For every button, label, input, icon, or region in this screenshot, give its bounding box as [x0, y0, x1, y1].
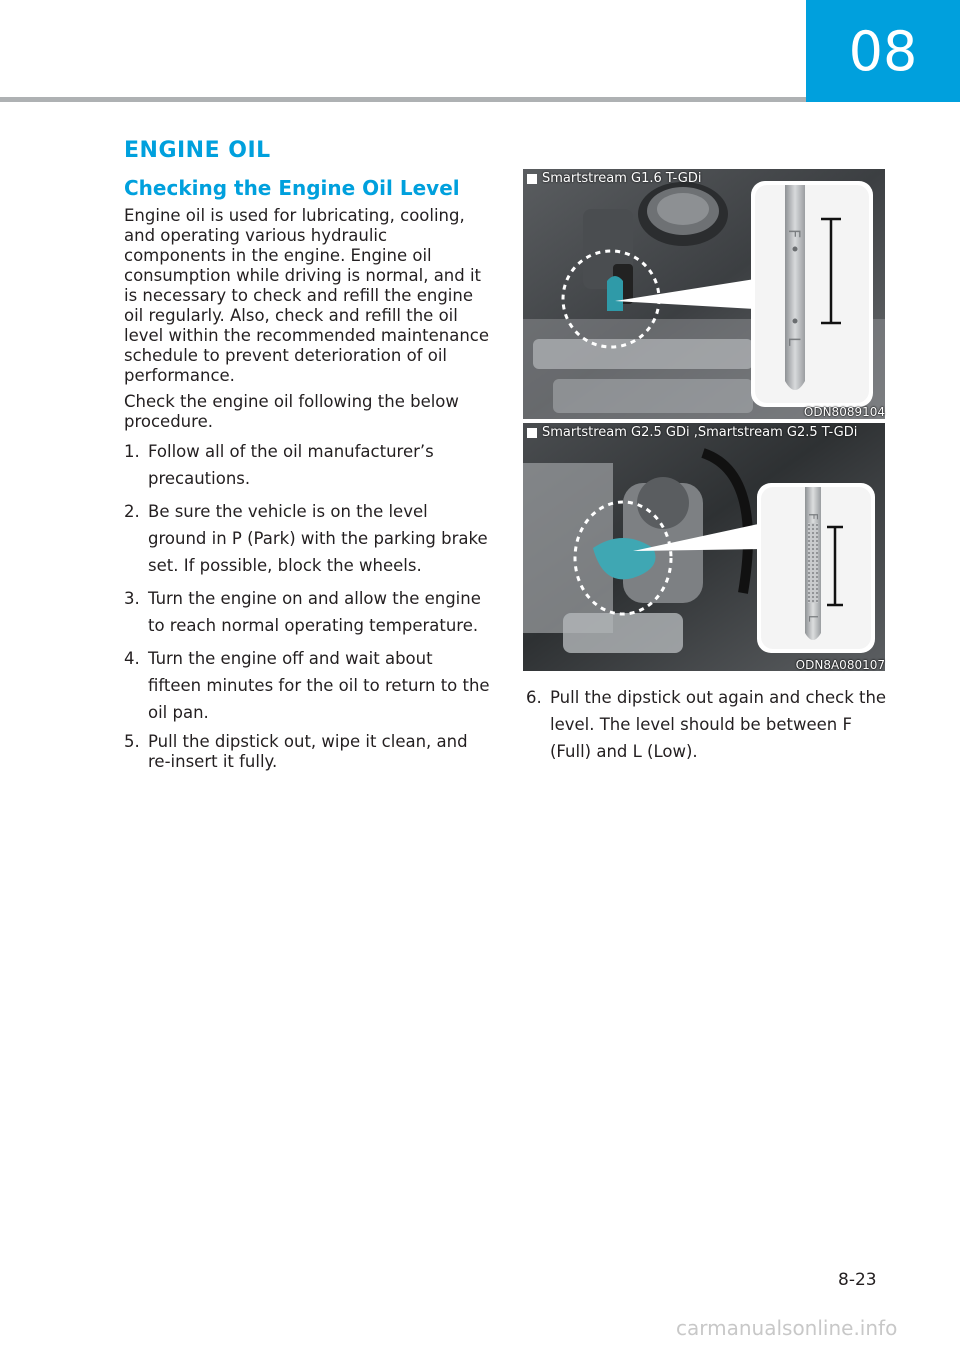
- left-column: [124, 138, 490, 778]
- step-number: 6.: [526, 688, 542, 707]
- step-text: Be sure the vehicle is on the level ground in P (Park) with the parking brake set. If possible, block the wheels.: [148, 502, 488, 575]
- subsection-title: Checking the Engine Oil Level: [124, 176, 460, 200]
- step-item: [124, 645, 490, 726]
- dipstick-f-mark: F: [806, 513, 820, 520]
- engine-bay-illustration: [523, 169, 885, 419]
- engine-figure-g25: [523, 423, 885, 671]
- chapter-tab: [806, 0, 960, 102]
- engine-figure-g16: [523, 169, 885, 419]
- step-text: Turn the engine off and wait about fifteen minutes for the oil to return to the oil pan.: [148, 649, 490, 722]
- step-text: Follow all of the oil manufacturer’s precautions.: [148, 442, 434, 488]
- step-item: [124, 585, 490, 639]
- caption-bullet-icon: [527, 174, 537, 184]
- figure-code: ODN8089104: [803, 405, 885, 419]
- step-item: [526, 684, 888, 765]
- step-number: 3.: [124, 589, 140, 608]
- figure-caption: [527, 425, 857, 440]
- step-number: 4.: [124, 649, 140, 668]
- figure-caption-text: Smartstream G2.5 GDi ,Smartstream G2.5 T-GDi: [542, 425, 858, 440]
- chapter-number: 08: [848, 19, 918, 83]
- page-number: 8-23: [838, 1270, 877, 1290]
- procedure-intro: Check the engine oil following the below procedure.: [124, 392, 459, 431]
- procedure-steps: [124, 438, 490, 772]
- figure-code: ODN8A080107: [795, 658, 885, 672]
- engine-bay-illustration: [523, 423, 885, 671]
- header-rule: [0, 97, 806, 102]
- figure-caption-text: Smartstream G1.6 T-GDi: [542, 171, 702, 186]
- dipstick-f-mark: F: [785, 229, 804, 239]
- step-item: [124, 438, 490, 492]
- step-number: 2.: [124, 502, 140, 521]
- right-column-text: [526, 684, 888, 771]
- caption-bullet-icon: [527, 428, 537, 438]
- section-title: ENGINE OIL: [124, 138, 271, 163]
- step-number: 1.: [124, 442, 140, 461]
- step-text: Turn the engine on and allow the engine to reach normal operating temperature.: [148, 589, 481, 635]
- step-text: Pull the dipstick out again and check the level. The level should be between F (Full) and L (Low).: [550, 688, 887, 761]
- dipstick-l-mark: L: [806, 615, 820, 622]
- dipstick-l-mark: L: [785, 337, 804, 346]
- figure-caption: [527, 171, 702, 186]
- step-number: 5.: [124, 732, 140, 751]
- step-item: [124, 498, 490, 579]
- intro-paragraph: Engine oil is used for lubricating, cooling, and operating various hydraulic components in the engine. Engine oil consumption while driving is normal, and it is necessary to check and refill the engine oil regularly. Also, check and refill the oil level within the recommended maintenance schedule to prevent deterioration of oil performance.: [124, 206, 490, 385]
- step-text: Pull the dipstick out, wipe it clean, and re-insert it fully.: [148, 732, 468, 771]
- watermark: carmanualsonline.info: [676, 1316, 898, 1340]
- step-item: [124, 732, 490, 772]
